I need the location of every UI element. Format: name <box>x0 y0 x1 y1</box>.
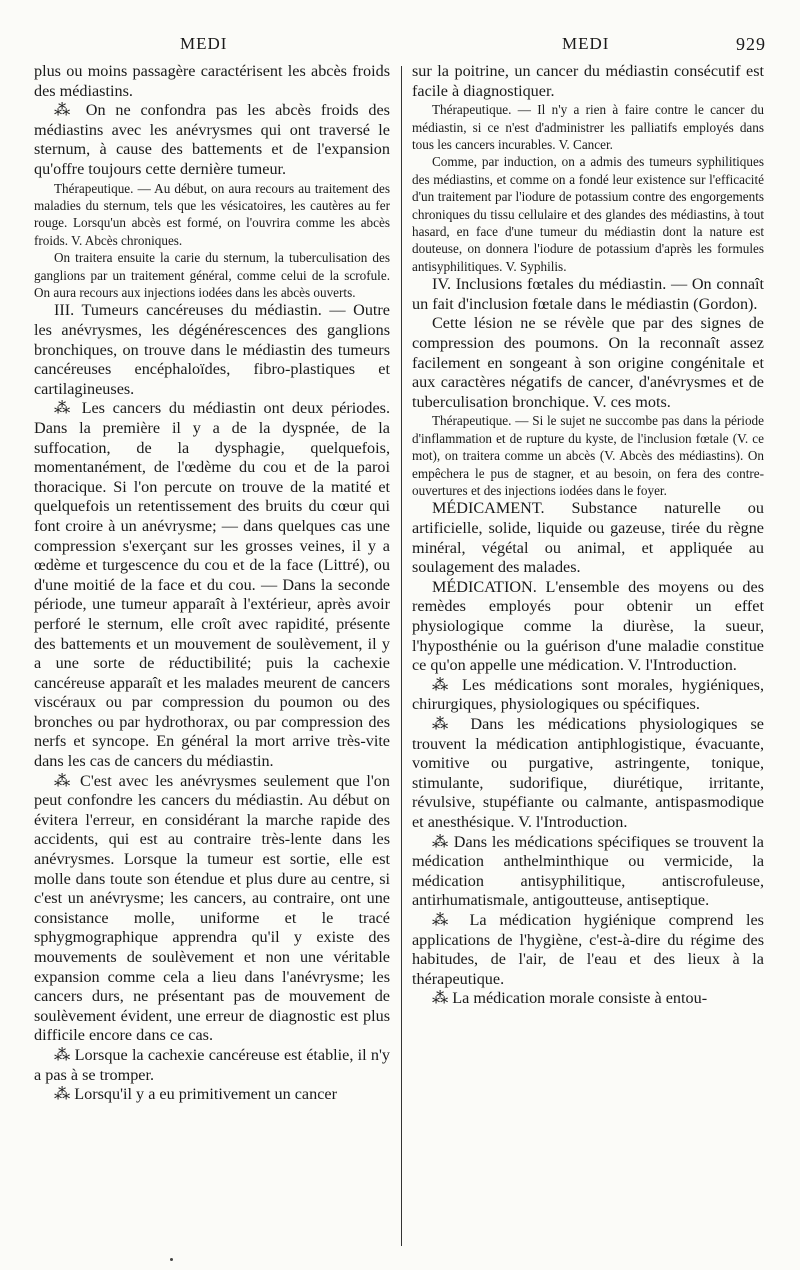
paragraph: ⁂ Les cancers du médiastin ont deux périodes. Dans la première il y a de la dyspnée, de la suffocation, de la dysphagie, quelquefois, momentanément, de l'œdème du cou et de la paroi thoracique. Si l'on percute on trouve de la matité et quelquefois un retentissement des bruits du cœur qui font croire à un anévrysme; — dans quelques cas une compression s'exerçant sur les grosses veines, il y a œdème et turgescence du cou et de la face (Littré), ou d'une moitié de la face et du cou. — Dans la seconde période, une tumeur apparaît à l'extérieur, après avoir perforé le sternum, elle croît avec rapidité, présente des battements et un mouvement de soulèvement, il y a une sorte de réductibilité; puis la cachexie cancéreuse apparaît et les malades meurent de cancers viscéraux ou par compression du poumon ou des bronches ou par hydrothorax, ou par compression des nerfs et syncope. En général la mort arrive très-vite dans les cas de cancers du médiastin. <box>34 399 390 771</box>
header-left-title: MEDI <box>180 34 228 53</box>
paragraph: Thérapeutique. — Au début, on aura recours au traitement des maladies du sternum, tels que les vésicatoires, les cautères au fer rouge. Lorsqu'un abcès est formé, on l'ouvrira comme les abcès froids. V. Abcès chroniques. <box>34 180 390 248</box>
paragraph: plus ou moins passagère caractérisent les abcès froids des médiastins. <box>34 62 390 100</box>
paragraph: sur la poitrine, un cancer du médiastin consécutif est facile à diagnostiquer. <box>412 62 764 100</box>
paragraph: IV. Inclusions fœtales du médiastin. — On connaît un fait d'inclusion fœtale dans le médiastin (Gordon). <box>412 275 764 313</box>
paragraph: III. Tumeurs cancéreuses du médiastin. — Outre les anévrysmes, les dégénérescences des ganglions bronchiques, on trouve dans le médiastin des tumeurs cancéreuses encéphaloïdes, fibro-plastiques et cartilagineuses. <box>34 301 390 398</box>
paragraph: ⁂ Lorsque la cachexie cancéreuse est établie, il n'y a pas à se tromper. <box>34 1045 390 1084</box>
paragraph: ⁂ Lorsqu'il y a eu primitivement un cancer <box>54 1085 337 1104</box>
print-speck <box>170 1258 173 1261</box>
paragraph: ⁂ Les médications sont morales, hygiéniques, chirurgiques, physiologiques ou spécifiques. <box>412 675 764 714</box>
paragraph: ⁂ La médication morale consiste à entou- <box>432 989 708 1008</box>
running-head <box>28 34 766 58</box>
paragraph: ⁂ La médication hygiénique comprend les applications de l'hygiène, c'est-à-dire du régime des habitudes, de l'air, de l'eau et des lieux à la thérapeutique. <box>412 910 764 988</box>
paragraph: On traitera ensuite la carie du sternum, la tuberculisation des ganglions par un traitement général, comme celui de la scrofule. On aura recours aux injections iodées dans les abcès ouverts. <box>34 250 390 300</box>
paragraph: Thérapeutique. — Si le sujet ne succombe pas dans la période d'inflammation et de rupture du kyste, de l'inclusion fœtale (V. ce mot), on traitera comme un abcès (V. Abcès des médiastins). On empêchera le pus de stagner, et au besoin, on fera des contre-ouvertures et des injections iodées dans le foyer. <box>412 413 764 499</box>
column-divider <box>401 66 402 1246</box>
left-column <box>34 62 390 1252</box>
paragraph: ⁂ Dans les médications physiologiques se trouvent la médication antiphlogistique, évacuante, vomitive ou purgative, astringente, tonique, stimulante, sudorifique, diurétique, irritante, révulsive, stupéfiante ou calmante, antispasmodique et anesthésique. V. l'Introduction. <box>412 714 764 831</box>
paragraph: MÉDICAMENT. Substance naturelle ou artificielle, solide, liquide ou gazeuse, tirée du règne minéral, végétal ou animal, et appliquée au soulagement des malades. <box>412 499 764 577</box>
right-column <box>412 62 764 1252</box>
header-right-title: MEDI <box>562 34 610 53</box>
paragraph: ⁂ C'est avec les anévrysmes seulement que l'on peut confondre les cancers du médiastin. Au début on évitera l'erreur, en considérant la marche rapide des accidents, qui est au contraire très-lente dans les anévrysmes. Lorsque la tumeur est sortie, elle est molle dans toute son étendue et plus dure au centre, si c'est un anévrysme; les cancers, au contraire, ont une consistance molle, uniforme et le tracé sphygmographique apprendra qu'il y existe des mouvements de soulèvement et non une véritable expansion comme cela a lieu dans l'anévrysme; les cancers durs, ne présentant pas de mouvement de soulèvement évident, une erreur de diagnostic est plus difficile encore dans ce cas. <box>34 771 390 1045</box>
paragraph: ⁂ Dans les médications spécifiques se trouvent la médication anthelminthique ou vermicide, la médication antisyphilitique, antiscrofuleuse, antirhumatismale, antigoutteuse, antiseptique. <box>412 832 764 910</box>
paragraph: Thérapeutique. — Il n'y a rien à faire contre le cancer du médiastin, si ce n'est d'administrer les palliatifs employés dans tous les cancers incurables. V. Cancer. <box>412 102 764 152</box>
paragraph: Cette lésion ne se révèle que par des signes de compression des poumons. On la reconnaît assez facilement en songeant à son origine congénitale et aux caractères négatifs de cancer, d'anévrysmes et de tuberculisation bronchique. V. ces mots. <box>412 314 764 411</box>
paragraph: Comme, par induction, on a admis des tumeurs syphilitiques des médiastins, et comme on a fondé leur existence sur l'efficacité d'un traitement par l'iodure de potassium contre des engorgements chroniques du tissu cellulaire et des glandes des médiastins, à tout hasard, en face d'une tumeur du médiastin dont la nature est douteuse, on donnera l'iodure de potassium d'après les formules antisyphilitiques. V. Syphilis. <box>412 154 764 274</box>
paragraph: ⁂ On ne confondra pas les abcès froids des médiastins avec les anévrysmes qui ont traversé le sternum, à cause des battements et de l'expansion qu'offre toujours cette dernière tumeur. <box>34 101 390 178</box>
page-number: 929 <box>736 34 766 54</box>
paragraph: MÉDICATION. L'ensemble des moyens ou des remèdes employés pour obtenir un effet physiologique comme la diurèse, la sueur, l'hyposthénie ou la guérison d'une maladie constitue ce qu'on appelle une médication. V. l'Introduction. <box>412 577 764 675</box>
